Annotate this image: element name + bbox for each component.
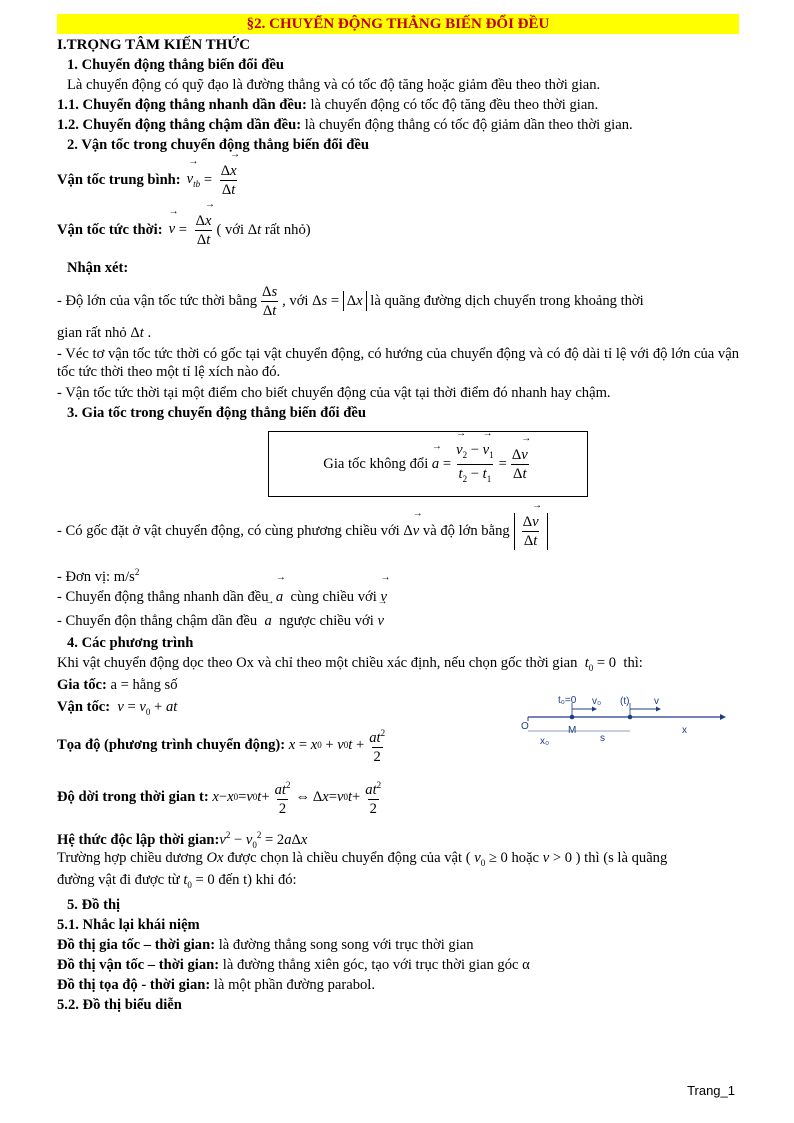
- page-body: [57, 14, 739, 1015]
- displacement-eq: Độ dời trong thời gian t: x − x 0 = v 0 t + $\frac{at^2}{2}$ ⇔ Δ x = v 0 t + $\frac{at^2}{2}$: [57, 780, 382, 817]
- avg-velocity-formula: → $v_{tb}$ = $\frac{\Delta\to x}{\Delta t}$: [187, 162, 242, 199]
- remark-2: - Véc tơ vận tốc tức thời có gốc tại vật chuyển động, có hướng của chuyển động và có độ dài tỉ lệ với độ lớn của vận tốc tức thời theo một tỉ lệ xích nào đó.: [57, 346, 739, 380]
- remark-1: - Độ lớn của vận tốc tức thời bằng $\frac{\Delta s}{\Delta t}$ , với Δs = Δ x là quãng đường dịch chuyển trong khoảng thời: [57, 283, 644, 319]
- definition-text: Là chuyển động có quỹ đạo là đường thẳng và có tốc độ tăng hoặc giảm đều theo thời gian.: [67, 77, 601, 93]
- x-axis-arrow: [720, 714, 726, 720]
- label-v: v: [654, 696, 659, 707]
- heading-4: 4. Các phương trình: [67, 635, 194, 651]
- graph-velocity: Đồ thị vận tốc – thời gian: là đường thẳng xiên góc, tạo với trục thời gian góc α: [57, 957, 530, 973]
- heading-5-2: 5.2. Đồ thị biểu diễn: [57, 997, 182, 1013]
- page-number: Trang_1: [687, 1083, 735, 1098]
- heading-3: 3. Gia tốc trong chuyển động thẳng biến đổi đều: [67, 405, 366, 421]
- item-1-2: 1.2. Chuyển động thẳng chậm dần đều: là chuyển động thẳng có tốc độ giảm dần theo thời gian.: [57, 117, 633, 133]
- item-1-1: 1.1. Chuyển động thẳng nhanh dần đều: là chuyển động có tốc độ tăng đều theo thời gian.: [57, 97, 599, 113]
- case-line-2: đường vật đi được từ $t_0 = 0$ đến t) khi đó:: [57, 872, 297, 890]
- inst-velocity-formula: → v = $\frac{\Delta\to x}{\Delta t}$: [169, 212, 217, 249]
- motion-axis-diagram: [520, 695, 730, 765]
- velocity-eq: Vận tốc: $v = v_0$ + at: [57, 699, 178, 717]
- remark-1-cont: gian rất nhỏ Δt .: [57, 325, 152, 341]
- heading-1: 1. Chuyển động thẳng biến đổi đều: [67, 57, 284, 73]
- page-title: §2. CHUYỂN ĐỘNG THẲNG BIẾN ĐỔI ĐỀU: [57, 14, 739, 34]
- label-s: s: [600, 733, 605, 744]
- label-x0: x₀: [540, 736, 550, 747]
- position-eq: Tọa độ (phương trình chuyển động): x = x 0 + v 0 t + $\frac{at^2}{2}$: [57, 728, 386, 765]
- remark-label: Nhận xét:: [67, 260, 129, 276]
- accel-direction-row: - Có gốc đặt ở vật chuyển động, có cùng phương chiều với Δ → v và độ lớn bằng $\frac{\Delta\to v}{\Delta t}$: [57, 503, 739, 559]
- avg-velocity-row: Vận tốc trung bình: → $v_{tb}$ = $\frac{\Delta\to x}{\Delta t}$: [57, 155, 739, 205]
- label-t0: t₀=0: [558, 695, 577, 706]
- decelerating-line: - Chuyển độn thẳng chậm dần đều → a ngược chiều với → v: [57, 609, 739, 633]
- section-heading: I.TRỌNG TÂM KIẾN THỨC: [57, 37, 251, 53]
- graph-accel: Đồ thị gia tốc – thời gian: là đường thẳng song song với trục thời gian: [57, 937, 474, 953]
- inst-velocity-row: Vận tốc tức thời: → v = $\frac{\Delta\to x}{\Delta t}$ ( với Δt rất nhỏ): [57, 205, 739, 255]
- label-o: O: [521, 721, 529, 732]
- acceleration-box: Gia tốc không đổi → a = → $\frac{v_2 - \to v_1}{t_2 - t_1}$ = $\frac{\Delta\to v}{\Delta t}$: [268, 431, 588, 497]
- heading-5: 5. Đồ thị: [67, 897, 121, 913]
- equations-intro: Khi vật chuyển động dọc theo Ox và chỉ theo một chiều xác định, nếu chọn gốc thời gian $t_0 = 0$ thì:: [57, 655, 643, 673]
- case-line-1: Trường hợp chiều dương Ox được chọn là chiều chuyển động của vật ( $v_0 \ge 0$ hoặc v > 0 ) thì (s là quãng: [57, 850, 668, 868]
- heading-5-1: 5.1. Nhắc lại khái niệm: [57, 917, 200, 933]
- label-x: x: [682, 725, 687, 736]
- acceleration-eq: Gia tốc: a = hằng số: [57, 677, 178, 693]
- independent-eq: Hệ thức độc lập thời $gian:v^2 - v_0^2 = 2a\Delta x$: [57, 830, 308, 850]
- graph-position: Đồ thị tọa độ - thời gian: là một phần đường parabol.: [57, 977, 376, 993]
- heading-2: 2. Vận tốc trong chuyển động thẳng biến đổi đều: [67, 137, 369, 153]
- remark-3: - Vận tốc tức thời tại một điểm cho biết chuyển động của vật tại thời điểm đó nhanh hay chậm.: [57, 385, 611, 401]
- label-v0: v₀: [592, 696, 602, 707]
- unit-line: - Đơn vị: $m/s^2$: [57, 567, 140, 585]
- label-m: M: [568, 725, 577, 736]
- label-t: (t): [620, 696, 630, 707]
- accelerating-line: - Chuyển động thẳng nhanh dần đều → a cùng chiều với → v: [57, 585, 739, 609]
